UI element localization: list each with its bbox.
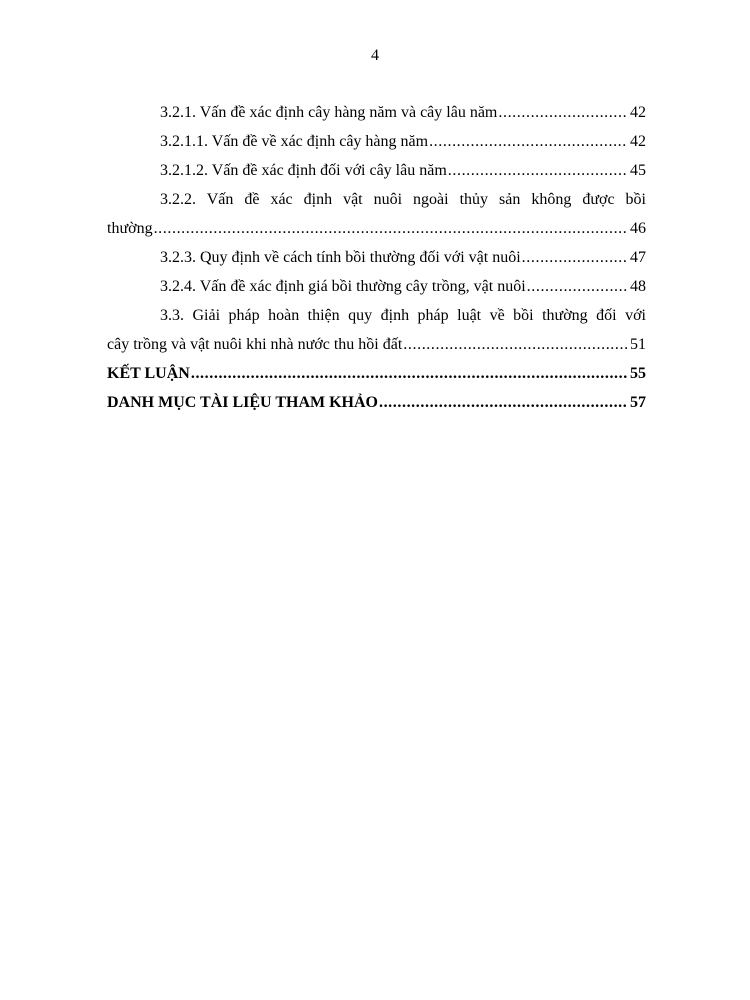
toc-entry-title-line-2: cây trồng và vật nuôi khi nhà nước thu hồi đất	[107, 336, 403, 353]
toc-entry-references[interactable]	[107, 388, 646, 417]
page-number: 4	[371, 47, 379, 64]
toc-entry-3-2-4[interactable]	[107, 272, 646, 301]
dot-leader	[498, 98, 628, 127]
toc-entry-title: 3.2.1.2. Vấn đề xác định đối với cây lâu năm	[160, 162, 447, 179]
toc-entry-3-2-1-1[interactable]	[107, 127, 646, 156]
dot-leader	[522, 243, 628, 272]
toc-entry-page: 46	[630, 220, 646, 237]
toc-entry-title: 3.2.1.1. Vấn đề về xác định cây hàng năm	[160, 133, 429, 150]
dot-leader	[191, 359, 628, 388]
dot-leader	[379, 388, 628, 417]
toc-entry-page: 57	[630, 394, 646, 411]
toc-entry-page: 42	[630, 104, 646, 121]
dot-leader	[403, 330, 628, 359]
toc-entry-title-line-2: thường	[107, 220, 153, 237]
toc-entry-page: 45	[630, 162, 646, 179]
toc-entry-3-2-1-2[interactable]	[107, 156, 646, 185]
dot-leader	[154, 214, 628, 243]
toc-entry-title: DANH MỤC TÀI LIỆU THAM KHẢO	[107, 394, 378, 411]
toc-entry-3-3[interactable]	[107, 301, 646, 359]
toc-entry-title-line-2-row	[107, 330, 646, 359]
dot-leader	[448, 156, 628, 185]
toc-entry-page: 42	[630, 133, 646, 150]
toc-entry-page: 48	[630, 278, 646, 295]
dot-leader	[429, 127, 628, 156]
toc-entry-page: 55	[630, 365, 646, 382]
toc-entry-ket-luan[interactable]	[107, 359, 646, 388]
toc-entry-page: 47	[630, 249, 646, 266]
toc-entry-title: KẾT LUẬN	[107, 365, 190, 382]
toc-entry-3-2-2[interactable]	[107, 185, 646, 243]
toc-entry-title: 3.2.4. Vấn đề xác định giá bồi thường cây trồng, vật nuôi	[160, 278, 526, 295]
toc-entry-title: 3.2.3. Quy định về cách tính bồi thường đối với vật nuôi	[160, 249, 521, 266]
toc-entry-3-2-3[interactable]	[107, 243, 646, 272]
toc-entry-page: 51	[630, 336, 646, 353]
toc-entry-title-line-1: 3.2.2. Vấn đề xác định vật nuôi ngoài thủy sản không được bồi	[160, 191, 646, 208]
table-of-contents	[107, 98, 646, 417]
dot-leader	[527, 272, 628, 301]
toc-entry-title-line-2-row	[107, 214, 646, 243]
toc-entry-3-2-1[interactable]	[107, 98, 646, 127]
toc-entry-title: 3.2.1. Vấn đề xác định cây hàng năm và cây lâu năm	[160, 104, 498, 121]
toc-entry-title-line-1: 3.3. Giải pháp hoàn thiện quy định pháp luật về bồi thường đối với	[160, 307, 646, 324]
